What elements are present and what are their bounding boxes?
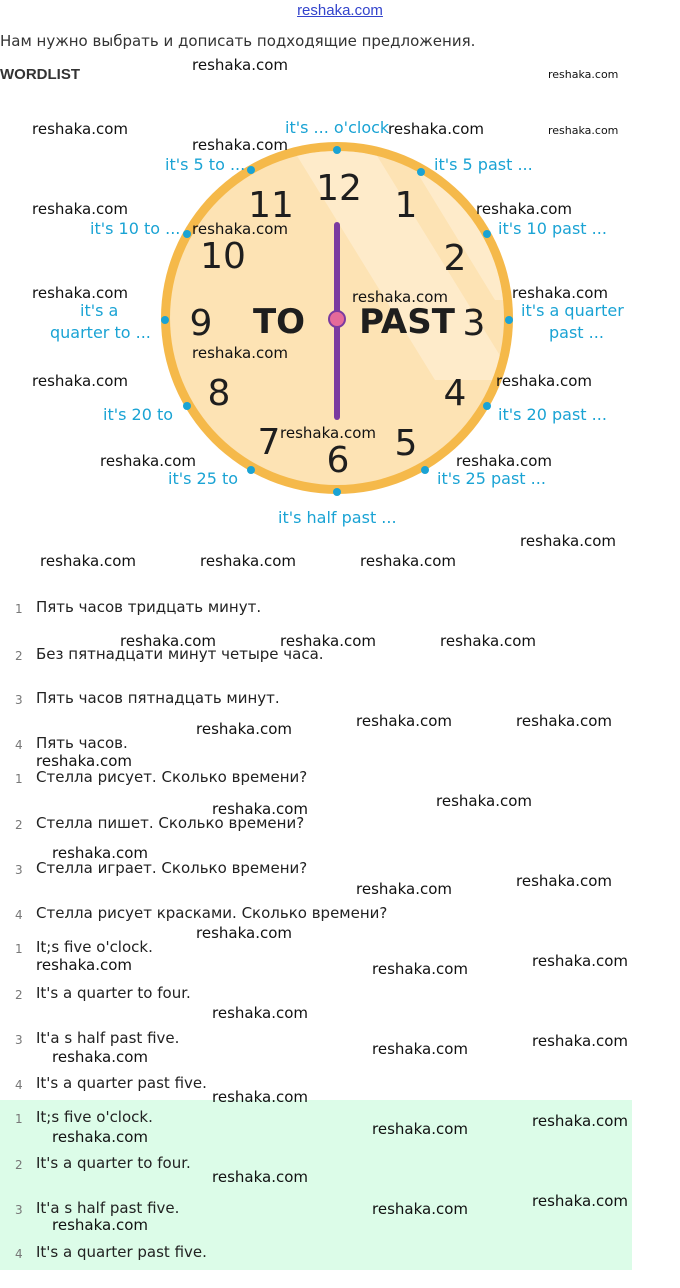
item-number: 2 — [15, 988, 23, 1002]
watermark: reshaka.com — [360, 552, 456, 570]
item-number: 3 — [15, 693, 23, 707]
label-twentyfive-to: it's 25 to — [168, 469, 239, 488]
item-number: 3 — [15, 1033, 23, 1047]
clock-number-6: 6 — [326, 440, 350, 481]
watermark: reshaka.com — [532, 952, 628, 970]
watermark: reshaka.com — [436, 792, 532, 810]
clock-number-11: 11 — [248, 185, 294, 226]
clock-number-12: 12 — [316, 168, 362, 209]
clock-to-label: TO — [252, 302, 306, 342]
label-five-past: it's 5 past ... — [434, 155, 533, 174]
label-five-to: it's 5 to ... — [165, 155, 246, 174]
item-text: Стелла играет. Сколько времени? — [36, 859, 308, 877]
watermark: reshaka.com — [548, 68, 619, 81]
watermark: reshaka.com — [372, 1120, 468, 1138]
item-text: Пять часов. — [36, 734, 128, 752]
watermark: reshaka.com — [356, 880, 452, 898]
clock-number-7: 7 — [257, 422, 281, 463]
item-text: It'a s half past five. — [36, 1199, 180, 1217]
clock-number-3: 3 — [462, 303, 486, 344]
item-number: 1 — [15, 1112, 23, 1126]
item-text: Стелла пишет. Сколько времени? — [36, 814, 305, 832]
item-text: Пять часов пятнадцать минут. — [36, 689, 280, 707]
item-number: 3 — [15, 1203, 23, 1217]
watermark: reshaka.com — [512, 284, 608, 302]
intro-text: Нам нужно выбрать и дописать подходящие предложения. — [0, 32, 476, 50]
watermark: reshaka.com — [52, 844, 148, 862]
watermark: reshaka.com — [32, 200, 128, 218]
watermark: reshaka.com — [36, 956, 132, 974]
label-quarter-past-2: past ... — [549, 323, 604, 342]
label-twenty-past: it's 20 past ... — [498, 405, 607, 424]
watermark: reshaka.com — [40, 552, 136, 570]
clock-pivot — [329, 311, 345, 327]
label-twenty-to: it's 20 to — [103, 405, 174, 424]
label-quarter-to-2: quarter to ... — [50, 323, 151, 342]
watermark: reshaka.com — [32, 284, 128, 302]
watermark: reshaka.com — [532, 1032, 628, 1050]
watermark: reshaka.com — [196, 720, 292, 738]
watermark: reshaka.com — [52, 1128, 148, 1146]
watermark: reshaka.com — [192, 220, 288, 238]
item-text: It;s five o'clock. — [36, 938, 153, 956]
item-text: Пять часов тридцать минут. — [36, 598, 262, 616]
item-text: Без пятнадцати минут четыре часа. — [36, 645, 324, 663]
item-number: 2 — [15, 818, 23, 832]
item-text: It's a quarter to four. — [36, 984, 191, 1002]
watermark: reshaka.com — [192, 344, 288, 362]
site-link[interactable]: reshaka.com — [297, 2, 383, 19]
item-number: 1 — [15, 772, 23, 786]
watermark: reshaka.com — [200, 552, 296, 570]
watermark: reshaka.com — [520, 532, 616, 550]
watermark: reshaka.com — [532, 1112, 628, 1130]
watermark: reshaka.com — [548, 124, 619, 137]
watermark: reshaka.com — [516, 712, 612, 730]
item-number: 4 — [15, 908, 23, 922]
label-quarter-past-1: it's a quarter — [521, 301, 624, 320]
watermark: reshaka.com — [212, 1168, 308, 1186]
watermark: reshaka.com — [372, 960, 468, 978]
item-text: It'a s half past five. — [36, 1029, 180, 1047]
watermark: reshaka.com — [36, 752, 132, 770]
watermark: reshaka.com — [372, 1040, 468, 1058]
watermark: reshaka.com — [372, 1200, 468, 1218]
watermark: reshaka.com — [516, 872, 612, 890]
watermark: reshaka.com — [280, 632, 376, 650]
label-ten-to: it's 10 to ... — [90, 219, 181, 238]
label-twentyfive-past: it's 25 past ... — [437, 469, 546, 488]
item-text: Стелла рисует красками. Сколько времени? — [36, 904, 388, 922]
watermark: reshaka.com — [196, 924, 292, 942]
watermark: reshaka.com — [476, 200, 572, 218]
item-number: 1 — [15, 602, 23, 616]
clock-number-1: 1 — [394, 185, 418, 226]
label-half-past: it's half past ... — [278, 508, 397, 527]
item-text: It's a quarter past five. — [36, 1074, 207, 1092]
watermark: reshaka.com — [280, 424, 376, 442]
clock-number-5: 5 — [394, 423, 418, 464]
item-text: It's a quarter to four. — [36, 1154, 191, 1172]
watermark: reshaka.com — [388, 120, 484, 138]
watermark: reshaka.com — [356, 712, 452, 730]
clock-number-2: 2 — [443, 238, 467, 279]
clock-number-9: 9 — [189, 303, 213, 344]
watermark: reshaka.com — [532, 1192, 628, 1210]
item-number: 2 — [15, 649, 23, 663]
item-text: Стелла рисует. Сколько времени? — [36, 768, 308, 786]
watermark: reshaka.com — [52, 1216, 148, 1234]
watermark: reshaka.com — [440, 632, 536, 650]
item-number: 4 — [15, 738, 23, 752]
watermark: reshaka.com — [32, 120, 128, 138]
watermark: reshaka.com — [52, 1048, 148, 1066]
item-number: 3 — [15, 863, 23, 877]
item-number: 4 — [15, 1247, 23, 1261]
watermark: reshaka.com — [212, 800, 308, 818]
clock-number-10: 10 — [200, 236, 246, 277]
clock-past-label: PAST — [359, 302, 455, 342]
item-number: 2 — [15, 1158, 23, 1172]
watermark: reshaka.com — [352, 288, 448, 306]
watermark: reshaka.com — [100, 452, 196, 470]
watermark: reshaka.com — [192, 136, 288, 154]
watermark: reshaka.com — [212, 1088, 308, 1106]
item-number: 1 — [15, 942, 23, 956]
clock-number-8: 8 — [207, 373, 231, 414]
label-oclock: it's ... o'clock — [285, 118, 390, 137]
watermark: reshaka.com — [212, 1004, 308, 1022]
watermark: reshaka.com — [456, 452, 552, 470]
label-quarter-to-1: it's a — [80, 301, 119, 320]
watermark: reshaka.com — [192, 56, 288, 74]
label-ten-past: it's 10 past ... — [498, 219, 607, 238]
item-number: 4 — [15, 1078, 23, 1092]
clock-number-4: 4 — [443, 373, 467, 414]
item-text: It's a quarter past five. — [36, 1243, 207, 1261]
watermark: reshaka.com — [32, 372, 128, 390]
wordlist-heading: WORDLIST — [0, 66, 80, 83]
item-text: It;s five o'clock. — [36, 1108, 153, 1126]
watermark: reshaka.com — [120, 632, 216, 650]
watermark: reshaka.com — [496, 372, 592, 390]
